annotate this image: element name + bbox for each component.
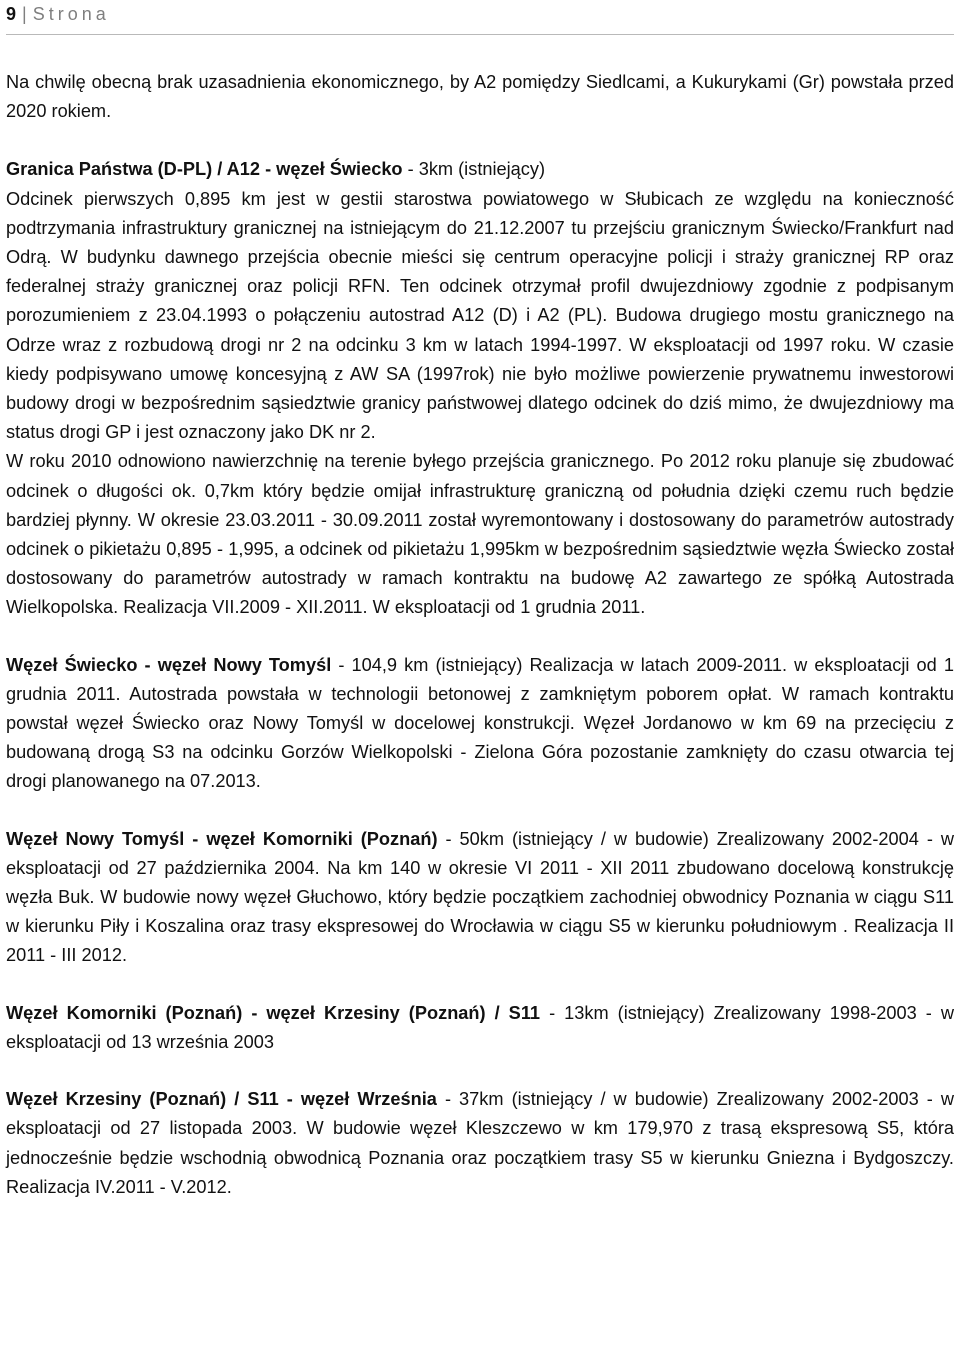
section-heading: Węzeł Krzesiny (Poznań) / S11 - węzeł Września [6, 1089, 437, 1110]
header-separator: | [22, 4, 27, 24]
section-komorniki-krzesiny [6, 999, 954, 1057]
intro-paragraph: Na chwilę obecną brak uzasadnienia ekonomicznego, by A2 pomiędzy Siedlcami, a Kukurykami (Gr) powstała przed 2020 rokiem. [6, 72, 954, 122]
section-heading-rest: - 3km (istniejący) [402, 159, 546, 180]
section-body-continued: W roku 2010 odnowiono nawierzchnię na terenie byłego przejścia granicznego. Po 2012 roku planuje się zbudować odcinek o długości ok. 0,7km który będzie omijał infrastrukturę graniczną od południa dzięki czemu ruch będzie bardziej płynny. W okresie 23.03.2011 - 30.09.2011 został wyremontowany i dostosowany do parametrów autostrady odcinek o pikietażu 0,895 - 1,995, a odcinek od pikietażu 1,995km w bezpośrednim sąsiedztwie węzła Świecko został dostosowany do parametrów autostrady w ramach kontraktu na budowę A2 zawartego ze spółką Autostrada Wielkopolska. Realizacja VII.2009 - XII.2011. W eksploatacji od 1 grudnia 2011. [6, 451, 954, 618]
page-label: Strona [32, 4, 110, 24]
page-number: 9 [6, 4, 17, 24]
section-heading: Węzeł Nowy Tomyśl - węzeł Komorniki (Poznań) [6, 828, 438, 849]
section-heading: Węzeł Świecko - węzeł Nowy Tomyśl [6, 654, 332, 675]
section-body: - 37km (istniejący / w budowie) Zrealizowany 2002-2003 - w eksploatacji od 27 listopada 2003. W budowie węzeł Kleszczewo w km 179,970 z trasą ekspresową S5, która jednocześnie będzie wschodnią obwodnicą Poznania oraz początkiem trasy S5 w kierunku Gniezna i Bydgoszczy. Realizacja IV.2011 - V.2012. [6, 1089, 954, 1197]
section-nowy-tomysl-komorniki [6, 825, 954, 971]
section-body: Odcinek pierwszych 0,895 km jest w gestii starostwa powiatowego w Słubicach ze względu na konieczność podtrzymania infrastruktury granicznej na istniejącym do 21.12.2007 tu przejściu granicznym Świecko/Frankfurt nad Odrą. W budynku dawnego przejścia obecnie mieści się centrum operacyjne policji i straży granicznej RP oraz federalnej straży granicznej oraz policji RFN. Ten odcinek otrzymał profil dwujezdniowy zgodnie z podpisanym porozumieniem z 23.04.1993 o połączeniu autostrad A12 (D) i A2 (PL). Budowa drugiego mostu granicznego na Odrze wraz z rozbudową drogi nr 2 na odcinku 3 km w latach 1994-1997. W eksploatacji od 1997 roku. W czasie kiedy podpisywano umowę koncesyjną z AW SA (1997rok) nie było możliwe powierzenie prywatnemu inwestorowi budowy drogi w bezpośrednim sąsiedztwie granicy państwowej dlatego odcinek do dziś mimo, że dwujezdniowy ma status drogi GP i jest oznaczony jako DK nr 2. [6, 188, 954, 443]
section-body: - 13km (istniejący) Zrealizowany 1998-2003 - w eksploatacji od 13 września 2003 [6, 1002, 954, 1052]
section-heading: Węzeł Komorniki (Poznań) - węzeł Krzesiny (Poznań) / S11 [6, 1002, 541, 1023]
section-body: - 104,9 km (istniejący) Realizacja w latach 2009-2011. w eksploatacji od 1 grudnia 2011. Autostrada powstała w technologii betonowej z zamkniętym poborem opłat. W ramach kontraktu powstał węzeł Świecko oraz Nowy Tomyśl w docelowej konstrukcji. Węzeł Jordanowo w km 69 na przecięciu z budowaną drogą S3 na odcinku Gorzów Wielkopolski - Zielona Góra pozostanie zamknięty do czasu otwarcia tej drogi planowanego na 07.2013. [6, 654, 954, 792]
section-krzesiny-wrzesnia [6, 1085, 954, 1202]
page-header [6, 0, 954, 35]
section-heading: Granica Państwa (D-PL) / A12 - węzeł Świecko [6, 159, 403, 180]
document-body [6, 68, 954, 1202]
section-body: - 50km (istniejący / w budowie) Zrealizowany 2002-2004 - w eksploatacji od 27 października 2004. Na km 140 w okresie VI 2011 - XII 2011 zbudowano docelową konstrukcję węzła Buk. W budowie nowy węzeł Głuchowo, który będzie początkiem zachodniej obwodnicy Poznania w ciągu S11 w kierunku Piły i Koszalina oraz trasy ekspresowej do Wrocławia w ciągu S5 w kierunku południowym . Realizacja II 2011 - III 2012. [6, 828, 954, 966]
section-swiecko-nowy-tomysl [6, 651, 954, 797]
section-border-swiecko [6, 155, 954, 447]
